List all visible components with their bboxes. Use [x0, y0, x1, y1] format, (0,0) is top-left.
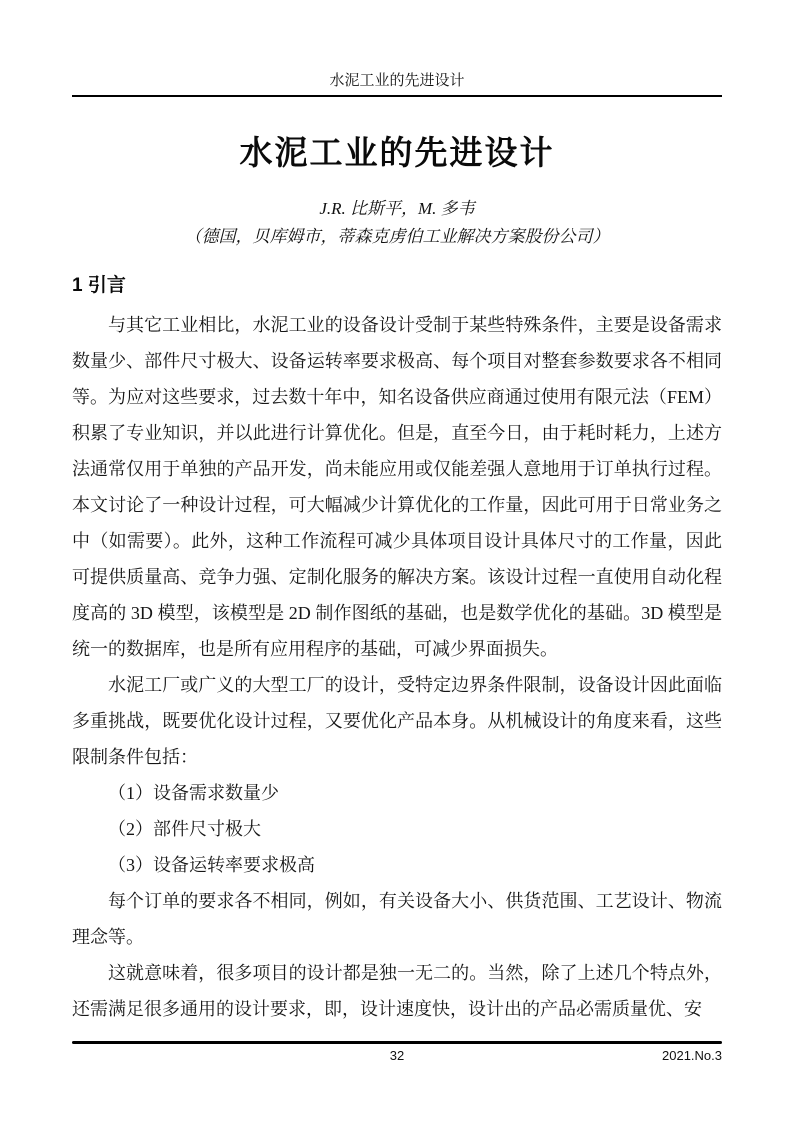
- paragraph-intro-2: 水泥工厂或广义的大型工厂的设计，受特定边界条件限制，设备设计因此面临多重挑战，既要优化设计过程，又要优化产品本身。从机械设计的角度来看，这些限制条件包括：: [72, 675, 722, 767]
- paragraph-intro-4: 这就意味着，很多项目的设计都是独一无二的。当然，除了上述几个特点外，还需满足很多通用的设计要求，即，设计速度快，设计出的产品必需质量优、安: [72, 963, 722, 1019]
- section-heading-introduction: 1 引言: [72, 275, 126, 296]
- running-header: [72, 72, 722, 90]
- list-item-1: （1）设备需求数量少: [108, 783, 279, 803]
- header-rule: [72, 95, 722, 97]
- constraint-list: [72, 775, 722, 883]
- affiliation-line: （德国，贝库姆市，蒂森克虏伯工业解决方案股份公司）: [184, 227, 610, 246]
- list-item-2: （2）部件尺寸极大: [108, 819, 261, 839]
- authors-line: J.R. 比斯平，M. 多韦: [319, 199, 475, 218]
- page-number: 32: [389, 1048, 405, 1063]
- footer-row: [72, 1047, 722, 1065]
- running-header-title: 水泥工业的先进设计: [329, 73, 465, 89]
- article-title: 水泥工业的先进设计: [239, 134, 555, 171]
- list-item-3: （3）设备运转率要求极高: [108, 855, 315, 875]
- paragraph-intro-1: 与其它工业相比，水泥工业的设备设计受制于某些特殊条件，主要是设备需求数量少、部件尺寸极大、设备运转率要求极高、每个项目对整套参数要求各不相同等。为应对这些要求，过去数十年中，知名设备供应商通过使用有限元法（FEM）积累了专业知识，并以此进行计算优化。但是，直至今日，由于耗时耗力，上述方法通常仅用于单独的产品开发，尚未能应用或仅能差强人意地用于订单执行过程。本文讨论了一种设计过程，可大幅减少计算优化的工作量，因此可用于日常业务之中（如需要）。此外，这种工作流程可减少具体项目设计具体尺寸的工作量，因此可提供质量高、竞争力强、定制化服务的解决方案。该设计过程一直使用自动化程度高的 3D 模型，该模型是 2D 制作图纸的基础，也是数学优化的基础。3D 模型是统一的数据库，也是所有应用程序的基础，可减少界面损失。: [72, 315, 722, 659]
- footer-rule: [72, 1041, 722, 1044]
- page-content: [0, 72, 793, 1027]
- paragraph-intro-3: 每个订单的要求各不相同，例如，有关设备大小、供货范围、工艺设计、物流理念等。: [72, 891, 722, 947]
- issue-number: 2021.No.3: [662, 1048, 722, 1063]
- page-footer: [72, 1041, 722, 1065]
